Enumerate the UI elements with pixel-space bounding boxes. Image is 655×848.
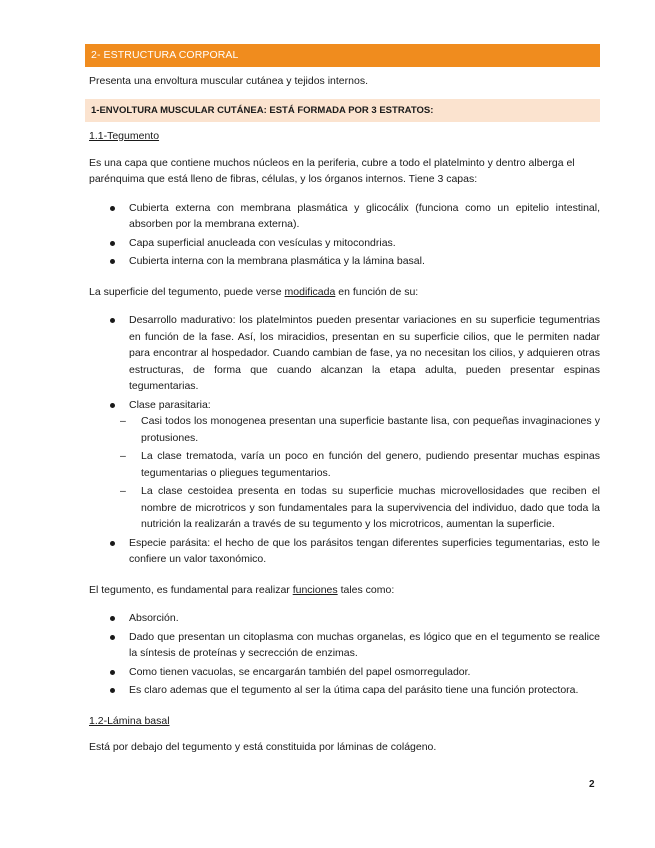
list-item: Cubierta interna con la membrana plasmática y la lámina basal.: [89, 253, 600, 270]
lamina-basal-description: Está por debajo del tegumento y está constituida por láminas de colágeno.: [89, 741, 437, 753]
list-item: Es claro ademas que el tegumento al ser la útima capa del parásito tiene una función protectora.: [89, 682, 600, 699]
tegumento-heading: 1.1-Tegumento: [89, 130, 160, 142]
list-item: Cubierta externa con membrana plasmática y glicocálix (funciona como un epitelio intestinal, absorben por la membrana externa).: [89, 200, 600, 233]
parasitic-class-label: Clase parasitaria:: [129, 398, 211, 411]
intro-paragraph: Presenta una envoltura muscular cutánea y tejidos internos.: [89, 75, 368, 87]
funciones-underlined: funciones: [292, 583, 338, 596]
lamina-basal-heading: 1.2-Lámina basal: [89, 714, 170, 727]
functions-list: [89, 610, 600, 699]
list-item: Como tienen vacuolas, se encargarán también del papel osmorregulador.: [89, 664, 600, 681]
section-header: 2- ESTRUCTURA CORPORAL: [85, 44, 600, 67]
functions-intro: El tegumento, es fundamental para realizar funciones tales como:: [89, 583, 395, 596]
parasitic-classes-list: [89, 413, 600, 533]
list-item: – La clase cestoidea presenta en todas su superficie muchas microvellosidades que reciben el nombre de microtricos y son fundamentales para la supervivencia del individuo, dado que toda la nutrición la realizarán a través de su tegumento y los microtricos, aumentan la superficie.: [89, 483, 600, 533]
list-item: Dado que presentan un citoplasma con muchas organelas, es lógico que en el tegumento se realice la síntesis de proteínas y secrección de enzimas.: [89, 629, 600, 662]
modificada-underlined: modificada: [284, 285, 336, 298]
subsection-header: 1-ENVOLTURA MUSCULAR CUTÁNEA: ESTÁ FORMADA POR 3 ESTRATOS:: [85, 99, 600, 122]
page-number: 2: [589, 779, 595, 790]
list-item: – La clase trematoda, varía un poco en función del genero, pudiendo presentar muchas espinas tegumentarias o pliegues tegumentarios.: [89, 448, 600, 481]
list-item: Capa superficial anucleada con vesículas y mitocondrias.: [89, 235, 600, 252]
tegumento-layers-list: [89, 200, 600, 270]
list-item: – Casi todos los monogenea presentan una superficie bastante lisa, con pequeñas invaginaciones y protusiones.: [89, 413, 600, 446]
list-item: Absorción.: [89, 610, 600, 627]
surface-factors-list: [89, 312, 600, 568]
main-content: [89, 128, 600, 756]
tegumento-description: Es una capa que contiene muchos núcleos en la periferia, cubre a todo el platelminto y dentro alberga el parénquima que está lleno de fibras, células, y los órganos internos. Tiene 3 capas:: [89, 156, 575, 185]
list-item: Especie parásita: el hecho de que los parásitos tengan diferentes superficies tegumentarias, esto le confiere un valor taxonómico.: [89, 535, 600, 568]
surface-intro: La superficie del tegumento, puede verse modificada en función de su:: [89, 285, 419, 298]
list-item: [89, 397, 600, 533]
list-item: Desarrollo madurativo: los platelmintos pueden presentar variaciones en su superficie tegumentrias en función de la fase. Así, los miracidios, presentan en su superficie cilios, que le permiten nadar para encontrar al hospedador. Cuando cambian de fase, ya no necesitan los cilios, y adquieren otras estructuras, de forma que cuando alcanzan la etapa adulta, pueden presentar espinas tegumentarias.: [89, 312, 600, 395]
